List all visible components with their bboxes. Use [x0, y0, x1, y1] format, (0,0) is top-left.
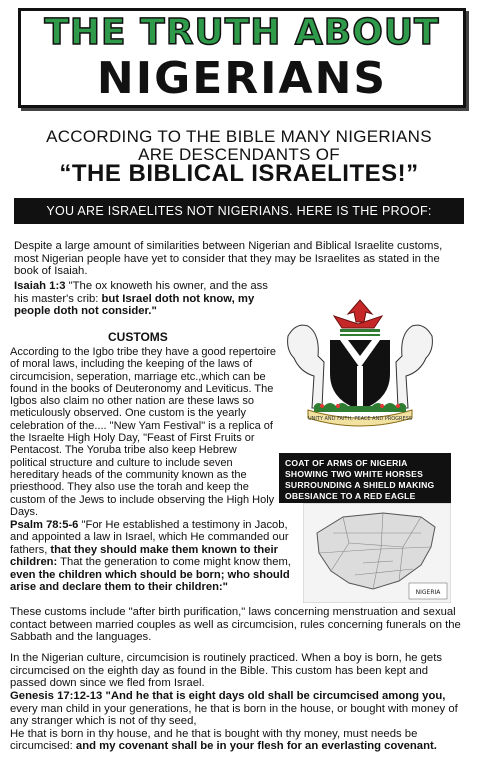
psalm-text-1: "For He established a testimony in Jacob, and appointed a law in Israel, which He commanded our fathers, [10, 519, 289, 556]
customs-paragraph: According to the Igbo tribe they have a good repertoire of moral laws, including the keeping of the laws of circumcision, seperation, marriage etc.,which can be found in the books of Deuteronomy and Leviticus. The Igbos also claim no other nation are these laws so meticulously observed. One custom is the yearly celebration of the.... "New Yam Festival" is a replica of the Israelte High Holy Day, "Feast of First Fruits or Pentacost. The Yoruba tribe also keep Hebrew political structure and culture to include seven hereditary heads of the community known as the priesthood. They also use the torah and keep the custom of the Jews to include observing the High Holy Days. [10, 346, 277, 518]
subtitle [0, 128, 478, 164]
genesis-bold-1: "And he that is eight days old shall be circumcised among you, [102, 690, 446, 702]
headline: “THE BIBLICAL ISRAELITES!” [59, 160, 419, 187]
nigeria-coat-of-arms [278, 296, 442, 442]
isaiah-bold: but Israel doth not know, my people doth not consider." [14, 292, 255, 317]
customs-include-paragraph: These customs include "after birth purification," laws concerning menstruation and sexual contact between married couples as well as circumcision, rules concerning funerals on the Sabbath and the languages. [10, 606, 461, 643]
psalm-bold-2: even the children which should be born; who should arise and declare them to their children:" [10, 568, 290, 594]
coat-motto: UNITY AND FAITH, PEACE AND PROGRESS [307, 416, 413, 422]
subtitle-line-2: ARE DESCENDANTS OF [138, 145, 340, 164]
genesis-quote [10, 690, 465, 753]
circumcision-paragraph: In the Nigerian culture, circumcision is routinely practiced. When a boy is born, he gets circumcised on the eighth day as found in the Bible. This custom has been kept and passed down since we fled from Israel. [10, 652, 442, 689]
subtitle-line-1: ACCORDING TO THE BIBLE MANY NIGERIANS [46, 127, 432, 146]
nigeria-map [303, 503, 451, 603]
title-box [18, 8, 466, 108]
isaiah-ref: Isaiah 1:3 [14, 280, 66, 292]
map-label: NIGERIA [415, 589, 441, 596]
genesis-text-2: He that is born in thy house, and he that is bought with thy money, must needs be circumcised: [10, 727, 418, 752]
psalm-text-2: That the generation to come might know them, [57, 556, 291, 569]
proof-banner: YOU ARE ISRAELITES NOT NIGERIANS. HERE IS THE PROOF: [14, 198, 464, 224]
customs-heading: CUSTOMS [108, 330, 168, 344]
title-line-1: THE TRUTH ABOUT [44, 12, 440, 53]
coat-caption: COAT OF ARMS OF NIGERIA SHOWING TWO WHITE HORSES SURROUNDING A SHIELD MAKING OBESIANCE TO A RED EAGLE [279, 453, 451, 503]
psalm-ref: Psalm 78:5-6 [10, 519, 79, 531]
genesis-ref: Genesis 17:12-13 [10, 690, 103, 702]
genesis-bold-2: and my covenant shall be in your flesh for an everlasting covenant. [75, 740, 437, 752]
intro-paragraph: Despite a large amount of similarities between Nigerian and Biblical Israelite customs, most Nigerian people have yet to consider that they may be Israelites as stated in the book of Isaiah. [14, 240, 443, 277]
genesis-text-1: every man child in your generations, he that is born in the house, or bought with money of any stranger which is not of thy seed, [10, 702, 458, 727]
title-line-2: NIGERIANS [96, 53, 388, 104]
psalm-quote [10, 519, 298, 593]
psalm-bold-1: that they should make them known to their children: [10, 543, 278, 569]
isaiah-quote [14, 280, 276, 318]
isaiah-text: "The ox knoweth his owner, and the ass his master's crib: [14, 280, 268, 305]
